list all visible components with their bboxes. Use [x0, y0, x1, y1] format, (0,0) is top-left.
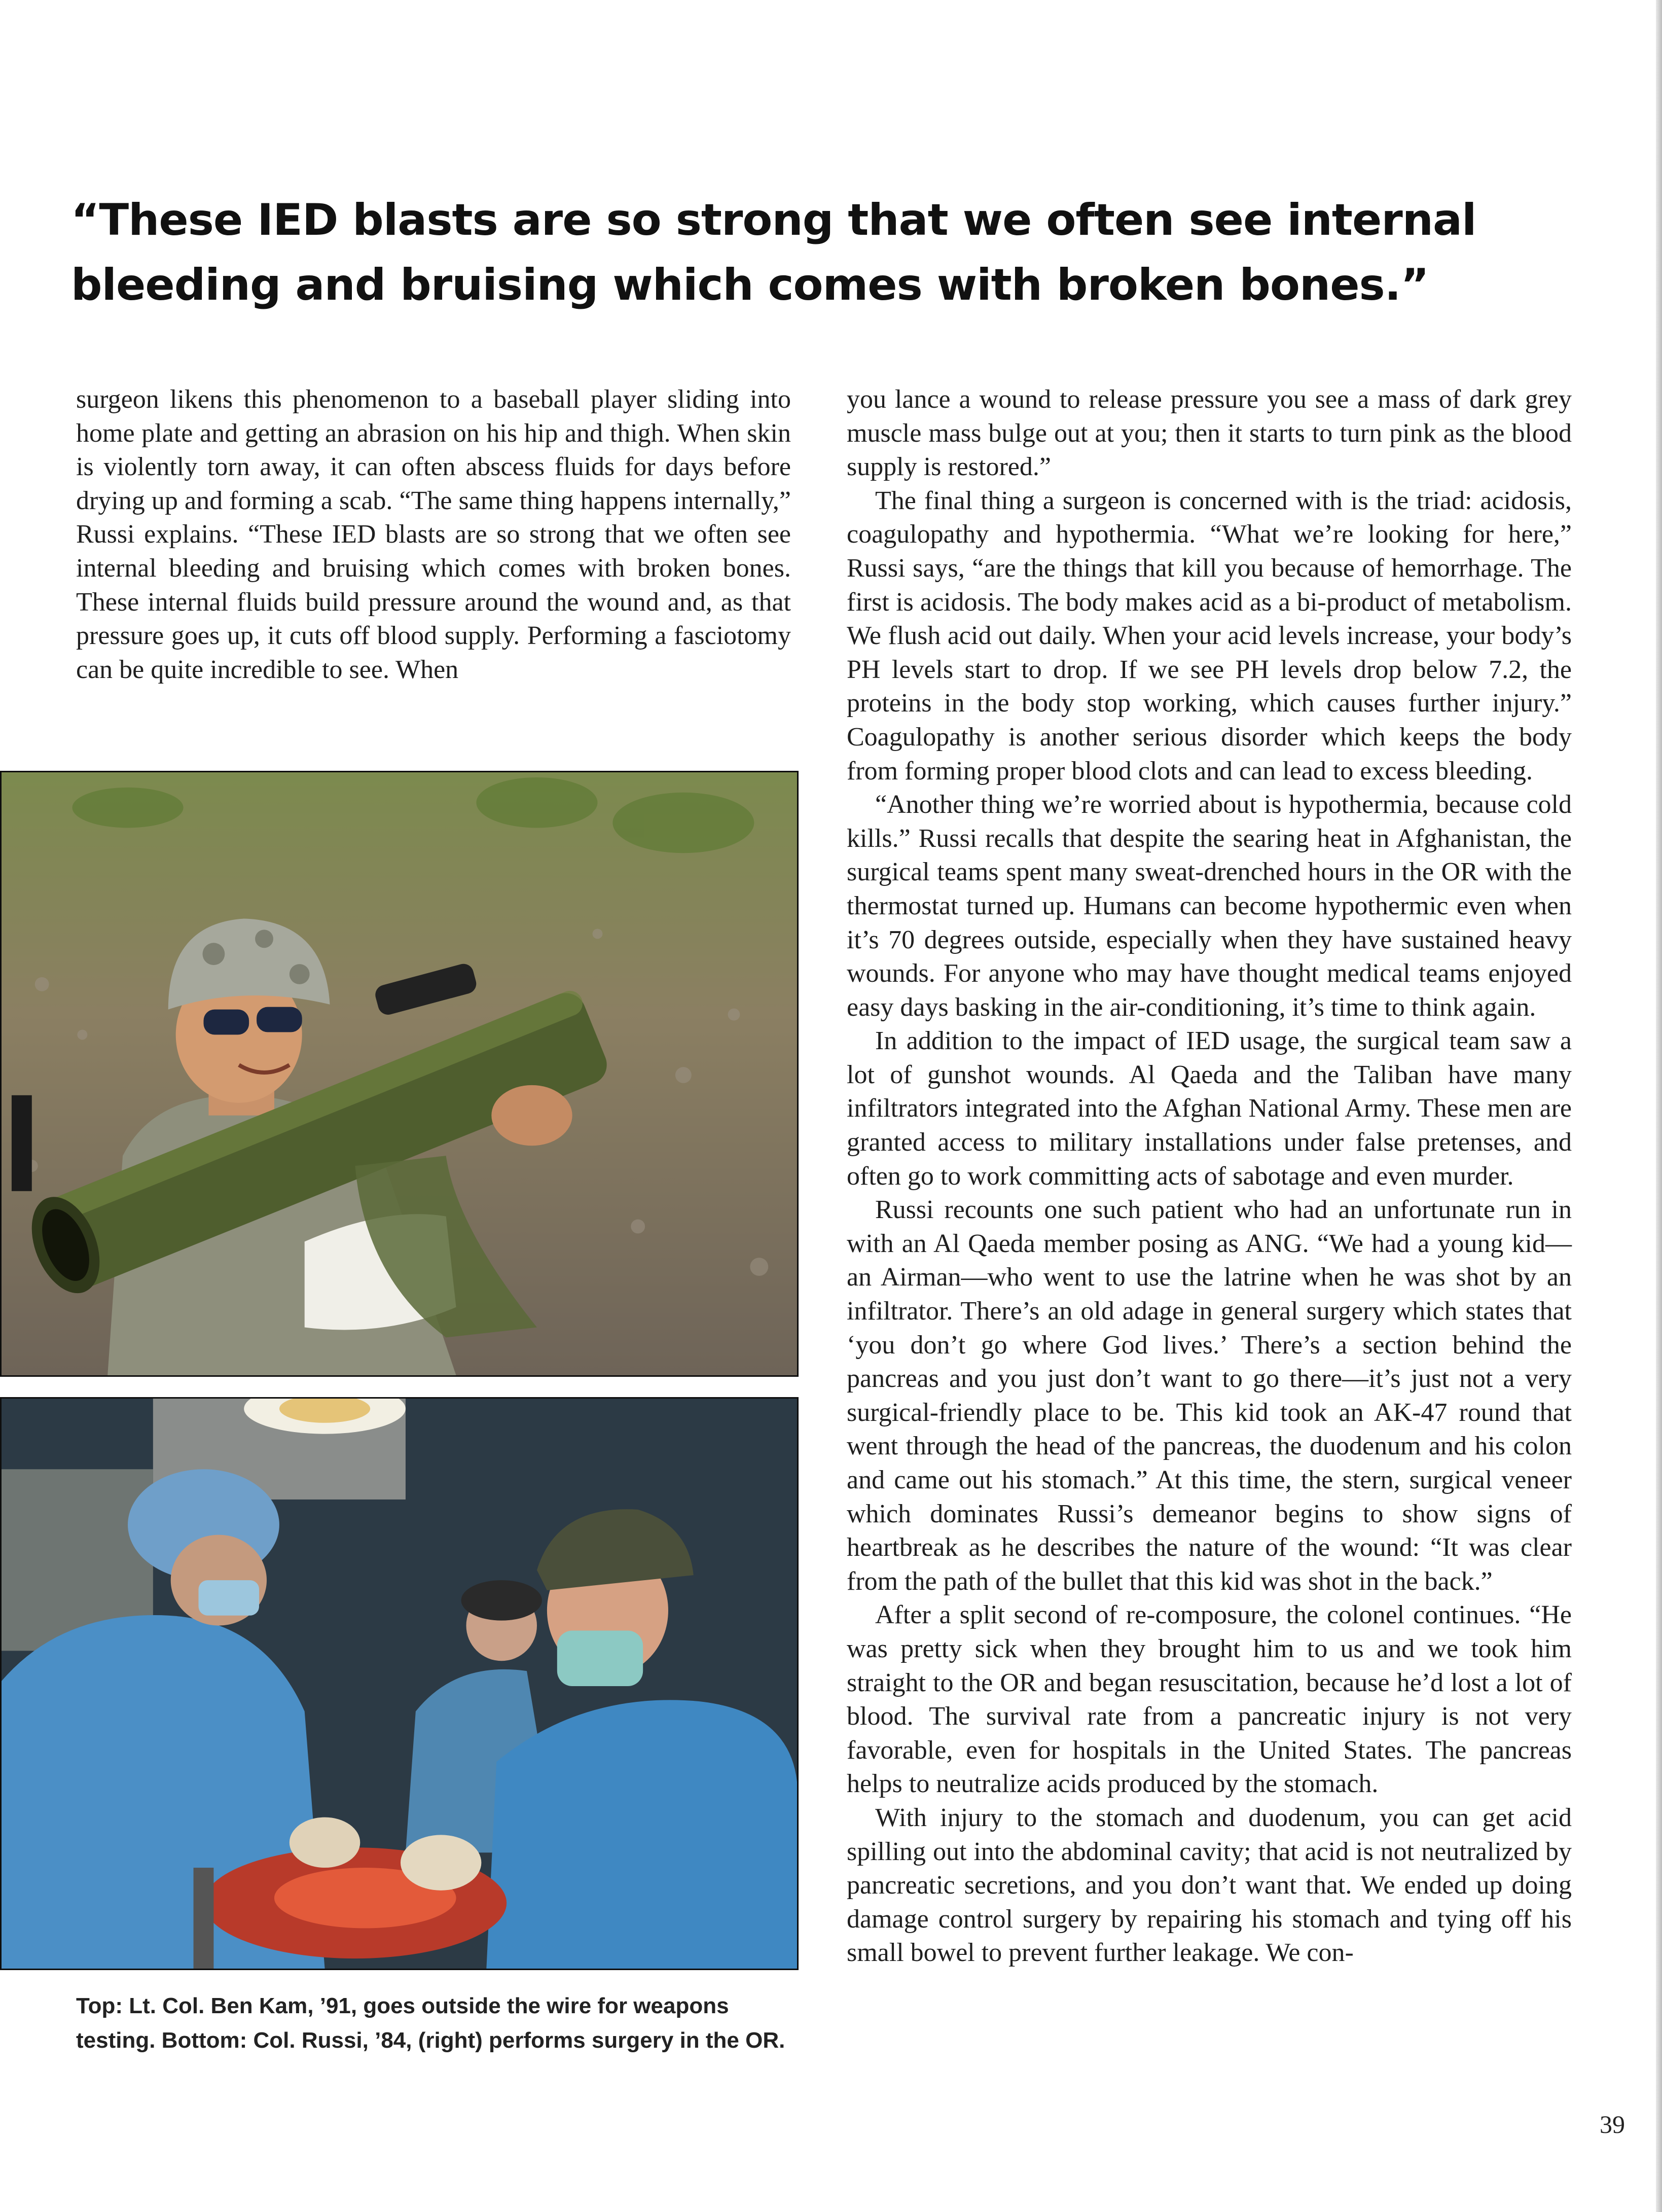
right-column	[847, 383, 1572, 1970]
right-column-paragraph: The final thing a surgeon is concerned with is the triad: acidosis, coagulopathy and hypothermia. “What we’re looking for here,” Russi says, “are the things that kill you because of hemorrhage. The first is acidosis. The body makes acid as a bi-product of metabolism. We flush acid out daily. When your acid levels increase, your body’s PH levels start to drop. If we see PH levels drop below 7.2, the proteins in the body stop working, which causes further injury.” Coagulopathy is another serious disorder which keeps the body from forming proper blood clots and can lead to excess bleeding.	[847, 486, 1572, 786]
page-edge-shadow	[1656, 0, 1662, 2212]
pull-quote: “These IED blasts are so strong that we often see internal bleeding and bruising which comes with broken bones.”	[71, 195, 1476, 310]
weapons-testing-illustration	[2, 772, 797, 1375]
right-column-paragraph: Russi recounts one such patient who had an unfortunate run in with an Al Qaeda member posing as ANG. “We had a young kid—an Airman—who went to use the latrine when he was shot by an infiltrator. There’s an old adage in general surgery which states that ‘you don’t go where God lives.’ There’s a section behind the pancreas and you just don’t want to go there—it’s just not a very surgical-friendly place to be. This kid took an AK-47 round that went through the head of the pancreas, the duodenum and his colon and came out his stomach.” At this time, the stern, surgical veneer which dominates Russi’s demeanor begins to show signs of heartbreak as he describes the nature of the wound: “It was clear from the path of the bullet that this kid was shot in the back.”	[847, 1195, 1572, 1596]
photo-surgery-or	[0, 1397, 799, 1970]
photo-caption: Top: Lt. Col. Ben Kam, ’91, goes outside the wire for weapons testing. Bottom: Col. Russi, ’84, (right) performs surgery in the OR.	[76, 1993, 785, 2053]
right-column-paragraph: After a split second of re-composure, the colonel continues. “He was pretty sick when they brought him to us and we took him straight to the OR and began resuscitation, because he’d lost a lot of blood. The survival rate from a pancreatic injury is not very favorable, even for hospitals in the United States. The pancreas helps to neutralize acids produced by the stomach.	[847, 1600, 1572, 1799]
page-number: 39	[1600, 2110, 1625, 2138]
right-column-paragraph: “Another thing we’re worried about is hypothermia, because cold kills.” Russi recalls that despite the searing heat in Afghanistan, the surgical teams spent many sweat-drenched hours in the OR with the thermostat turned up. Humans can become hypothermic even when it’s 70 degrees outside, especially when they have sustained heavy wounds. For anyone who may have thought medical teams enjoyed easy days basking in the air-conditioning, it’s time to think again.	[847, 790, 1572, 1022]
left-column-paragraph: surgeon likens this phenomenon to a baseball player sliding into home plate and getting an abrasion on his hip and thigh. When skin is violently torn away, it can often abscess fluids for days before drying up and forming a scab. “The same thing happens internally,” Russi explains. “These IED blasts are so strong that we often see internal bleeding and bruising which comes with broken bones. These internal fluids build pressure around the wound and, as that pressure goes up, it cuts off blood supply. Performing a fasciotomy can be quite incredible to see. When	[76, 385, 791, 684]
surgery-illustration	[2, 1399, 797, 1969]
right-column-paragraph: you lance a wound to release pressure you see a mass of dark grey muscle mass bulge out at you; then it starts to turn pink as the blood supply is restored.”	[847, 385, 1572, 482]
left-column	[76, 383, 791, 687]
photo-weapons-testing	[0, 771, 799, 1377]
right-column-paragraph: With injury to the stomach and duodenum, you can get acid spilling out into the abdominal cavity; that acid is not neutralized by pancreatic secretions, and you don’t want that. We ended up doing damage control surgery by repairing his stomach and tying off his small bowel to prevent further leakage. We con-	[847, 1803, 1572, 1968]
right-column-paragraph: In addition to the impact of IED usage, the surgical team saw a lot of gunshot wounds. Al Qaeda and the Taliban have many infiltrators integrated into the Afghan National Army. These men are granted access to military installations under false pretenses, and often go to work committing acts of sabotage and even murder.	[847, 1026, 1572, 1191]
